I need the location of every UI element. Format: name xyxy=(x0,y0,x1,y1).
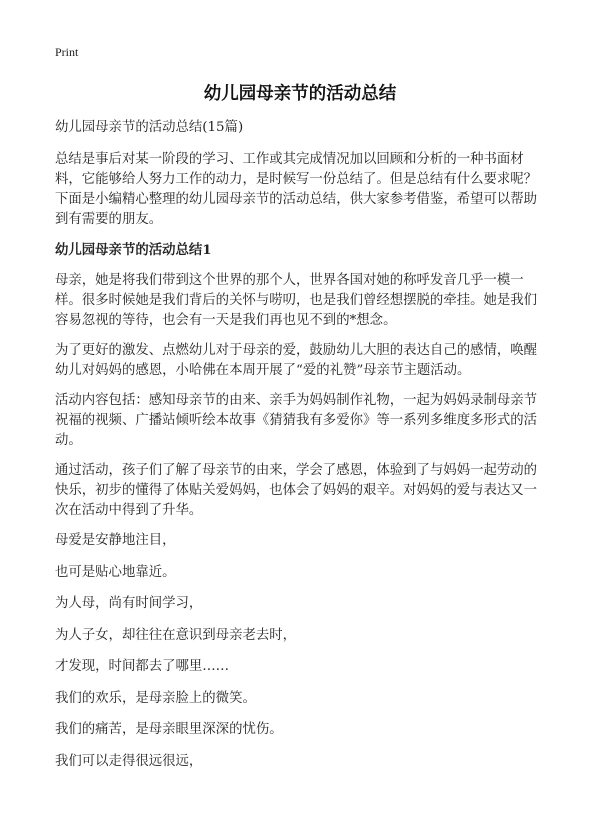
body-paragraph: 为了更好的激发、点燃幼儿对于母亲的爱，鼓励幼儿大胆的表达自己的感情，唤醒幼儿对妈妈的感恩，小哈佛在本周开展了“爱的礼赞”母亲节主题活动。 xyxy=(55,343,538,378)
poem-line: 为人母，尚有时间学习， xyxy=(55,596,203,611)
poem-line: 才发现，时间都去了哪里…… xyxy=(55,659,230,674)
poem-line: 我们可以走得很远很远， xyxy=(55,753,203,769)
body-paragraph: 通过活动，孩子们了解了母亲节的由来，学会了感恩，体验到了与妈妈一起劳动的快乐，初步的懂得了体贴关爱妈妈，也体会了妈妈的艰辛。对妈妈的爱与表达又一次在活动中得到了升华。 xyxy=(55,463,538,518)
body-paragraph: 活动内容包括：感知母亲节的由来、亲手为妈妈制作礼物，一起为妈妈录制母亲节祝福的视频、广播站倾听绘本故事《猜猜我有多爱你》等一系列多维度多形式的活动。 xyxy=(55,393,538,448)
page-title: 幼儿园母亲节的活动总结 xyxy=(203,84,397,104)
poem-line: 也可是贴心地靠近。 xyxy=(55,564,176,580)
section-heading: 幼儿园母亲节的活动总结1 xyxy=(55,242,212,258)
poem-line: 母爱是安静地注目， xyxy=(55,533,176,548)
poem-line: 为人子女，却往往在意识到母亲老去时， xyxy=(55,627,297,643)
body-paragraph: 母亲，她是将我们带到这个世界的那个人，世界各国对她的称呼发音几乎一模一样。很多时候她是我们背后的关怀与唠叨，也是我们曾经想摆脱的牵挂。她是我们容易忽视的等待，也会有一天是我们再也见不到的*想念。 xyxy=(55,273,538,328)
print-link[interactable]: Print xyxy=(55,45,79,59)
article-body xyxy=(55,118,547,783)
poem-line: 我们的痛苦，是母亲眼里深深的忧伤。 xyxy=(55,722,283,737)
article-subtitle: 幼儿园母亲节的活动总结(15篇) xyxy=(55,120,244,135)
poem-line: 我们的欢乐，是母亲脸上的微笑。 xyxy=(55,690,256,706)
intro-paragraph: 总结是事后对某一阶段的学习、工作或其完成情况加以回顾和分析的一种书面材料，它能够给人努力工作的动力，是时候写一份总结了。但是总结有什么要求呢？下面是小编精心整理的幼儿园母亲节的活动总结，供大家参考借鉴，希望可以帮助到有需要的朋友。 xyxy=(55,152,538,227)
